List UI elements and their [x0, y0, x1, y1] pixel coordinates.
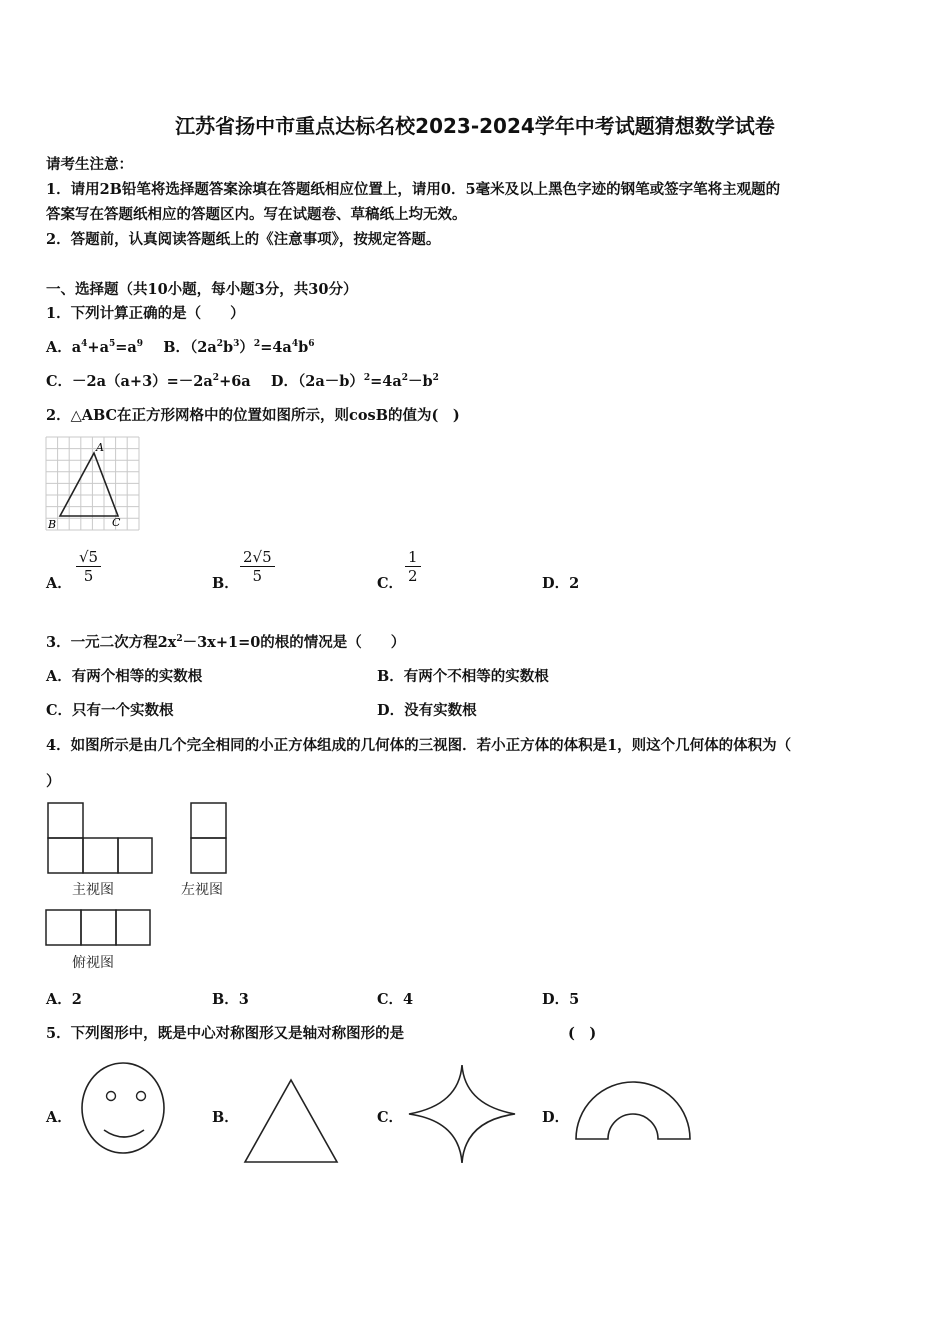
q4-option-b: B．3 [212, 991, 249, 1008]
q2-stem: 2．△ABC在正方形网格中的位置如图所示，则cosB的值为( ) [46, 407, 460, 424]
front-view-figure [47, 802, 153, 874]
q2-option-a-fraction: √5 5 [76, 548, 101, 585]
q2-option-d: D．2 [542, 575, 580, 592]
vertex-b-label: B [48, 518, 57, 531]
section-heading: 一、选择题（共10小题，每小题3分，共30分） [46, 281, 358, 298]
q5-option-b: B． [212, 1109, 239, 1126]
q4-option-a: A．2 [46, 991, 82, 1008]
vertex-a-label: A [96, 441, 104, 454]
exam-title: 江苏省扬中市重点达标名校2023-2024学年中考试题猜想数学试卷 [175, 114, 775, 138]
left-view-label: 左视图 [181, 882, 223, 898]
vertex-c-label: C [112, 516, 121, 529]
q1-stem: 1．下列计算正确的是（ ） [46, 305, 245, 322]
q1-options-cd: C．$-2a(a+3)=-2a^2+6a$ D．$(2a-b)^2=4a^2-b^2$ [46, 373, 439, 390]
q5-option-a: A． [46, 1109, 72, 1126]
q5-answer-paren: ( ) [568, 1025, 597, 1042]
left-view-figure [190, 802, 227, 874]
q2-option-a: A． [46, 575, 72, 592]
q2-grid-figure [46, 437, 140, 531]
q4-option-d: D．5 [542, 991, 580, 1008]
q3-option-b: B．有两个不相等的实数根 [377, 668, 549, 685]
arch-icon [574, 1075, 692, 1143]
q4-option-c: C．4 [377, 991, 414, 1008]
notice-item-2: 2．答题前，认真阅读答题纸上的《注意事项》，按规定答题。 [46, 231, 441, 248]
q4-stem-line1: 4．如图所示是由几个完全相同的小正方体组成的几何体的三视图．若小正方体的体积是1，则这个几何体的体积为（ [46, 737, 792, 754]
front-view-label: 主视图 [72, 882, 114, 898]
q3-option-d: D．没有实数根 [377, 702, 477, 719]
q2-option-c: C． [377, 575, 404, 592]
q3-stem: 3．一元二次方程$2x^2-3x+1=0$的根的情况是（ ） [46, 634, 406, 651]
q1-options-ab: A．$a^4+a^5=a^9$ B．$(2a^2b^3)^2=4a^4b^6$ [46, 339, 315, 356]
q2-option-b-fraction: 2√5 5 [240, 548, 275, 585]
smiley-face-icon [80, 1060, 166, 1156]
notice-heading: 请考生注意： [46, 156, 133, 173]
notice-item-1b: 答案写在答题纸相应的答题区内。写在试题卷、草稿纸上均无效。 [46, 206, 467, 223]
q5-option-d: D． [542, 1109, 570, 1126]
triangle-icon [243, 1078, 339, 1164]
top-view-figure [45, 909, 151, 946]
q2-option-b: B． [212, 575, 239, 592]
q4-stem-line2: ） [46, 773, 61, 790]
four-point-star-icon [407, 1063, 517, 1165]
q2-option-c-fraction: 1 2 [405, 548, 421, 585]
q3-option-a: A．有两个相等的实数根 [46, 668, 203, 685]
q3-option-c: C．只有一个实数根 [46, 702, 174, 719]
q5-stem: 5．下列图形中，既是中心对称图形又是轴对称图形的是 [46, 1025, 405, 1042]
top-view-label: 俯视图 [72, 955, 114, 971]
q5-option-c: C． [377, 1109, 404, 1126]
notice-item-1a: 1．请用2B铅笔将选择题答案涂填在答题纸相应位置上，请用0．5毫米及以上黑色字迹的钢笔或签字笔将主观题的 [46, 181, 781, 198]
